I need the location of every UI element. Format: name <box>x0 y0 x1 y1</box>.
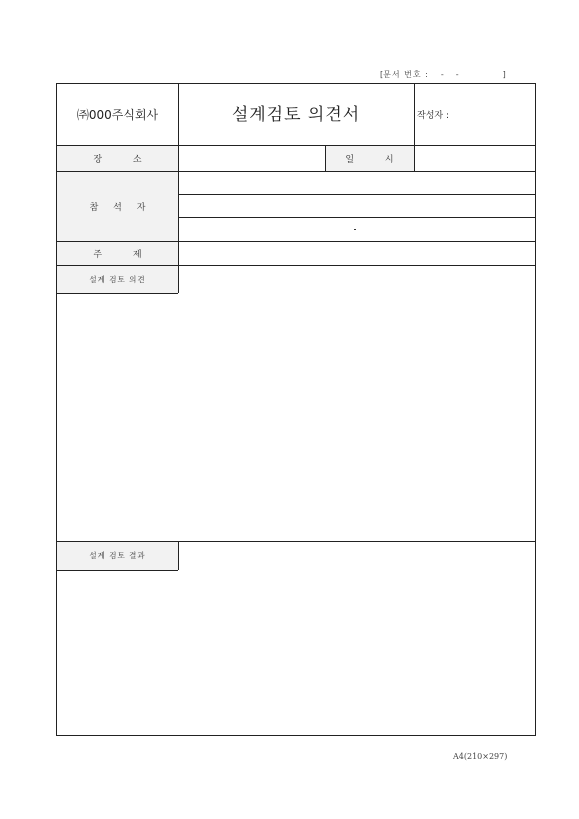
result-body[interactable] <box>57 570 535 735</box>
subject-label: 주 제 <box>93 249 156 260</box>
attendee-field[interactable] <box>178 194 535 217</box>
doc-number-label: 문서 번호 : <box>383 70 429 79</box>
form-title: 설계검토 의견서 <box>231 105 361 125</box>
subject-field[interactable] <box>178 241 535 265</box>
company-name: ㈜000주식회사 <box>76 108 159 122</box>
doc-number-dash: - <box>455 70 459 79</box>
attendee-field[interactable] <box>178 171 535 194</box>
document-number <box>380 69 506 80</box>
attendee-field[interactable] <box>178 217 535 241</box>
author-label: 작성자 : <box>417 111 449 121</box>
datetime-label: 일 시 <box>345 154 408 165</box>
place-label: 장 소 <box>93 154 156 165</box>
result-label: 설계 검토 결과 <box>89 551 146 560</box>
review-form <box>56 83 536 736</box>
doc-number-bracket-open: [ <box>380 70 384 79</box>
place-field[interactable] <box>178 145 325 171</box>
opinion-label: 설계 검토 의견 <box>89 274 146 284</box>
paper-size-note: A4(210×297) <box>453 752 508 761</box>
doc-number-dash: - <box>440 70 444 79</box>
datetime-field[interactable] <box>414 145 535 171</box>
column-divider <box>178 541 179 570</box>
doc-number-bracket-close: ] <box>502 70 506 79</box>
dot-mark <box>354 229 356 230</box>
attendees-label: 참 석 자 <box>89 202 152 213</box>
opinion-body[interactable] <box>57 293 535 541</box>
